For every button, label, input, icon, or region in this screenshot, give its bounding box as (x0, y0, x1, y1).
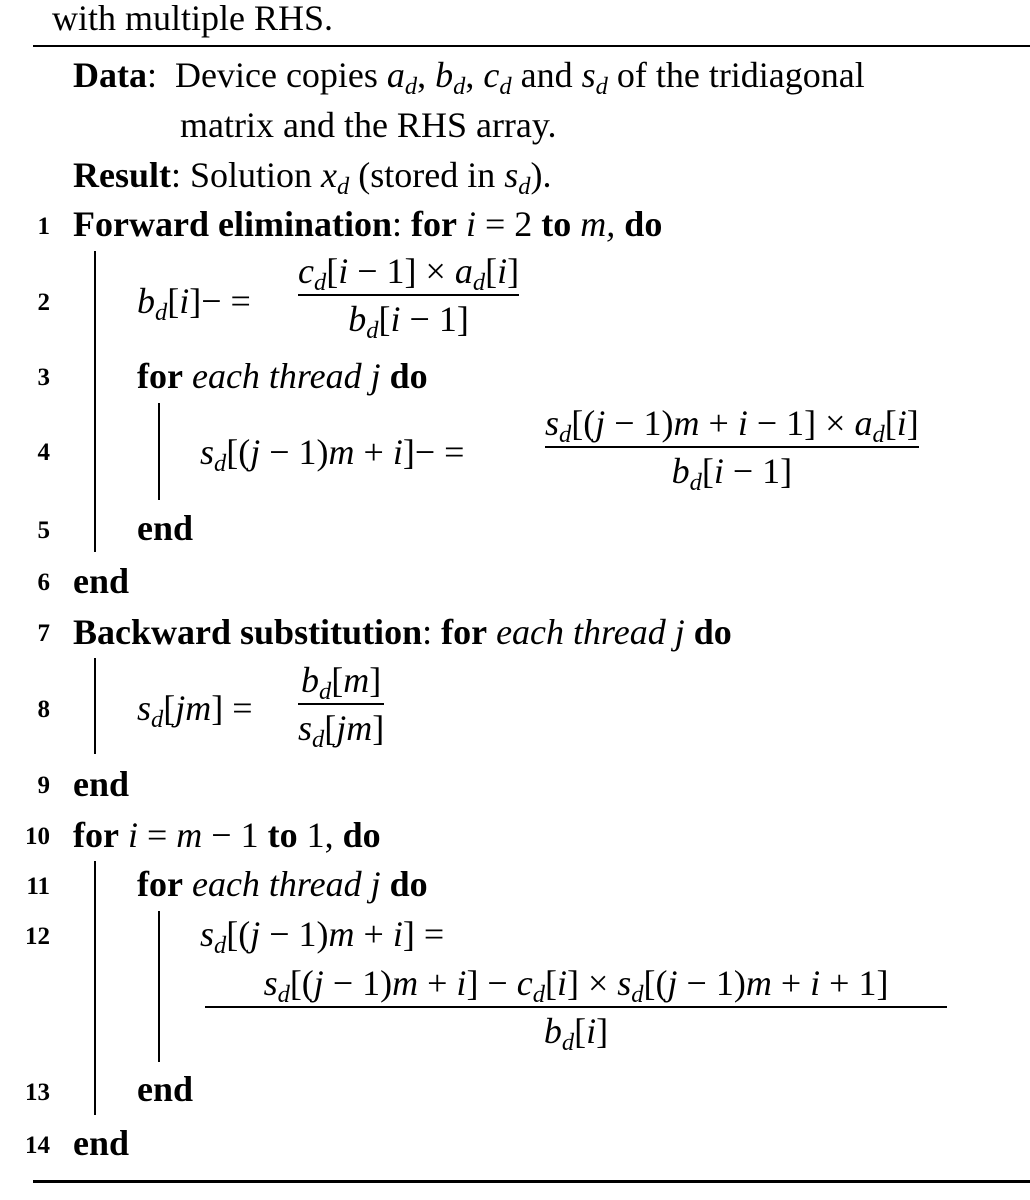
line-number: 3 (37, 364, 50, 391)
block-bar-backward (94, 658, 96, 754)
line-number: 2 (37, 289, 50, 316)
line-for-each-thread-2: for each thread j do (137, 864, 428, 904)
line-number: 4 (37, 439, 50, 466)
data-line: Data: Device copies $a_d$, $b_d$, $c_d$ and $s_d$ of the tridiagonal (73, 55, 865, 100)
fraction-init-s: $b_d[m]$ $s_d[jm]$ (298, 660, 385, 753)
line-number: 14 (25, 1132, 50, 1159)
result-line: Result: Solution $x_d$ (stored in $s_d$). (73, 155, 552, 200)
line-update-b: $b_d[i]-$ = (137, 281, 251, 326)
top-rule (33, 45, 1030, 47)
data-text: Device copies (175, 55, 378, 95)
line-number: 7 (37, 620, 50, 647)
data-label: Data (73, 55, 147, 95)
line-for-i-down: for i = m − 1 to 1, do (73, 815, 381, 855)
block-bar-inner-2 (158, 911, 160, 1062)
line-init-s: $s_d[jm]$ = (137, 688, 253, 733)
line-for-each-thread: for each thread j do (137, 356, 428, 396)
line-end-inner-2: end (137, 1069, 194, 1109)
line-number: 1 (37, 213, 50, 240)
line-end-forward: end (73, 561, 130, 601)
line-number: 6 (37, 569, 50, 596)
line-number: 8 (37, 696, 50, 723)
line-end-backward: end (73, 764, 130, 804)
caption-tail: with multiple RHS. (52, 0, 334, 38)
line-back-solve-lhs: $s_d[(j - 1)m + i]$ = (200, 914, 445, 959)
fraction-update-s: $s_d[(j - 1)m + i - 1] \times a_d[i]$ $b_d[i - 1]$ (545, 403, 919, 496)
block-bar-loop (94, 861, 96, 1115)
block-bar-inner-1 (158, 403, 160, 500)
line-end-inner-1: end (137, 508, 194, 548)
line-forward-elimination: Forward elimination: for i = 2 to m, do (73, 204, 663, 244)
line-number: 10 (25, 823, 50, 850)
line-backward-substitution: Backward substitution: for each thread j do (73, 612, 732, 652)
line-number: 9 (37, 772, 50, 799)
fraction-update-b: $c_d[i - 1] \times a_d[i]$ $b_d[i - 1]$ (298, 251, 520, 344)
line-update-s: $s_d[(j - 1)m + i]-$ = (200, 432, 465, 477)
line-number: 12 (25, 923, 50, 950)
line-end-outer: end (73, 1123, 130, 1163)
line-number: 13 (25, 1079, 50, 1106)
result-label: Result (73, 155, 171, 195)
fraction-back-solve: $s_d[(j - 1)m + i] - c_d[i] \times s_d[(j - 1)m + i + 1]$ $b_d[i]$ (205, 965, 947, 1049)
block-bar-forward (94, 251, 96, 552)
bottom-rule (33, 1180, 1030, 1183)
data-continuation: matrix and the RHS array. (180, 105, 557, 145)
line-number: 11 (26, 873, 50, 900)
line-number: 5 (37, 517, 50, 544)
